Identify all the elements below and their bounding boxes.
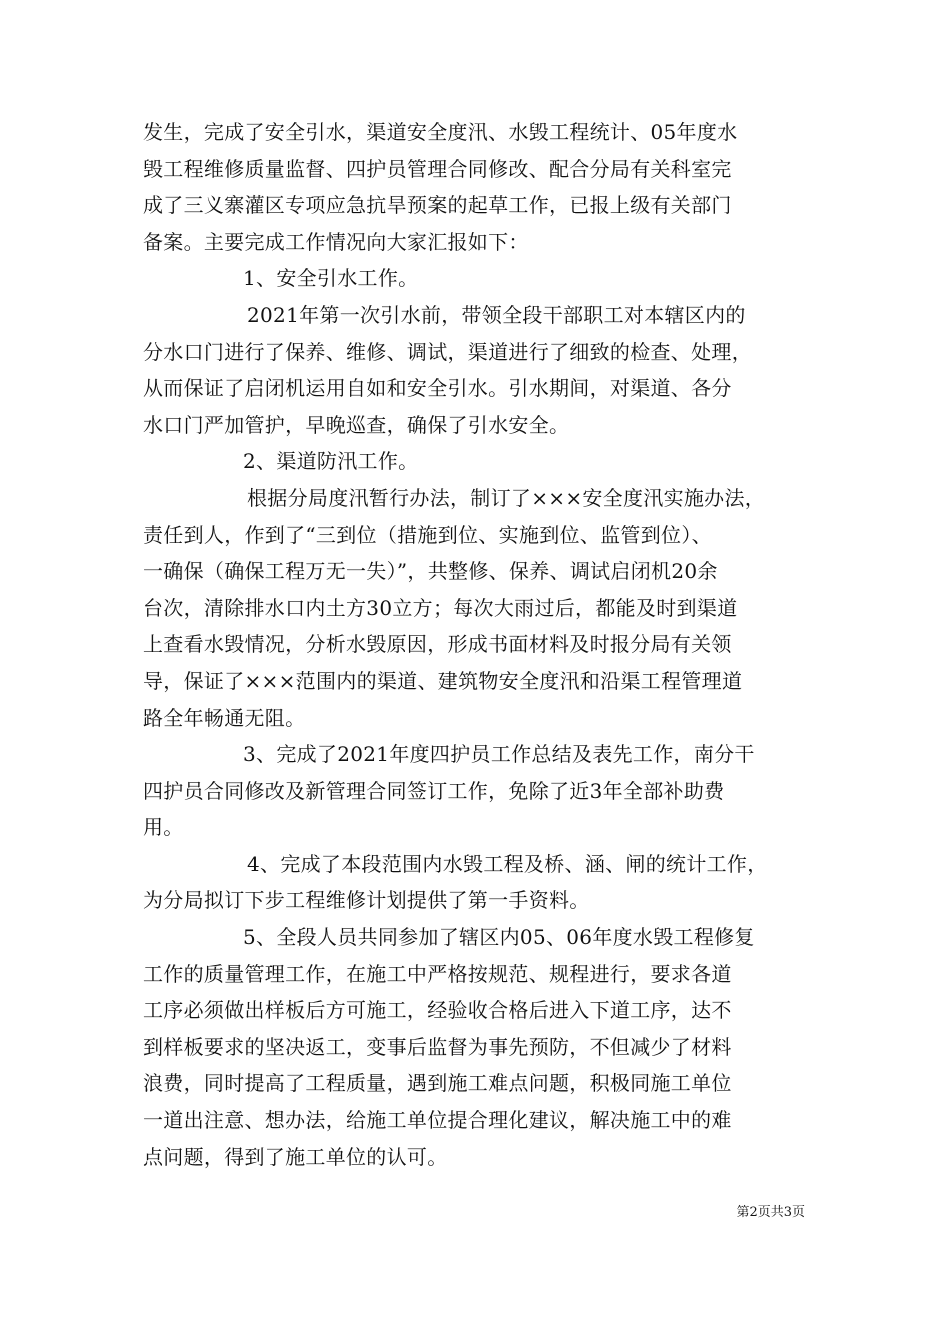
text-line: 为分局拟订下步工程维修计划提供了第一手资料。 [143, 888, 590, 913]
text-line: 用。 [143, 815, 184, 840]
document-body [143, 114, 815, 1175]
text-line: 责任到人，作到了“三到位（措施到位、实施到位、监管到位）、 [143, 522, 712, 547]
text-line: 从而保证了启闭机运用自如和安全引水。引水期间，对渠道、各分 [143, 376, 732, 401]
text-line: 2021年第一次引水前，带领全段干部职工对本辖区内的 [247, 302, 746, 327]
text-line: 台次，清除排水口内土方30立方；每次大雨过后，都能及时到渠道 [143, 595, 738, 620]
text-line: 路全年畅通无阻。 [143, 705, 306, 730]
section-heading-2: 2、渠道防汛工作。 [243, 449, 419, 474]
text-line: 根据分局度汛暂行办法，制订了×××安全度汛实施办法， [247, 485, 766, 510]
text-line: 一道出注意、想办法，给施工单位提合理化建议，解决施工中的难 [143, 1108, 732, 1133]
text-line: 工作的质量管理工作，在施工中严格按规范、规程进行，要求各道 [143, 961, 732, 986]
text-line: 浪费，同时提高了工程质量，遇到施工难点问题，积极同施工单位 [143, 1071, 732, 1096]
text-line: 工序必须做出样板后方可施工，经验收合格后进入下道工序，达不 [143, 998, 732, 1023]
text-line: 毁工程维修质量监督、四护员管理合同修改、配合分局有关科室完 [143, 156, 732, 181]
text-line: 导，保证了×××范围内的渠道、建筑物安全度汛和沿渠工程管理道 [143, 668, 743, 693]
text-line: 一确保（确保工程万无一失）”，共整修、保养、调试启闭机20余 [143, 559, 718, 584]
text-line: 备案。主要完成工作情况向大家汇报如下： [143, 229, 529, 254]
text-line: 四护员合同修改及新管理合同签订工作，免除了近3年全部补助费 [143, 778, 725, 803]
text-line: 点问题，得到了施工单位的认可。 [143, 1144, 448, 1169]
text-line: 分水口门进行了保养、维修、调试，渠道进行了细致的检查、处理， [143, 339, 752, 364]
text-line: 到样板要求的坚决返工，变事后监督为事先预防，不但减少了材料 [143, 1034, 732, 1059]
item-5-line: 5、全段人员共同参加了辖区内05、06年度水毁工程修复 [243, 925, 755, 950]
page-number: 第2页共3页 [736, 1205, 805, 1220]
text-line: 水口门严加管护，早晚巡查，确保了引水安全。 [143, 412, 570, 437]
text-line: 发生，完成了安全引水，渠道安全度汛、水毁工程统计、05年度水 [143, 120, 738, 144]
item-4-line: 4、完成了本段范围内水毁工程及桥、涵、闸的统计工作， [247, 851, 768, 876]
section-heading-1: 1、安全引水工作。 [243, 266, 419, 291]
text-line: 成了三义寨灌区专项应急抗旱预案的起草工作，已报上级有关部门 [143, 193, 732, 218]
item-3-line: 3、完成了2021年度四护员工作总结及表先工作，南分干 [243, 742, 755, 767]
text-line: 上查看水毁情况，分析水毁原因，形成书面材料及时报分局有关领 [143, 632, 732, 657]
